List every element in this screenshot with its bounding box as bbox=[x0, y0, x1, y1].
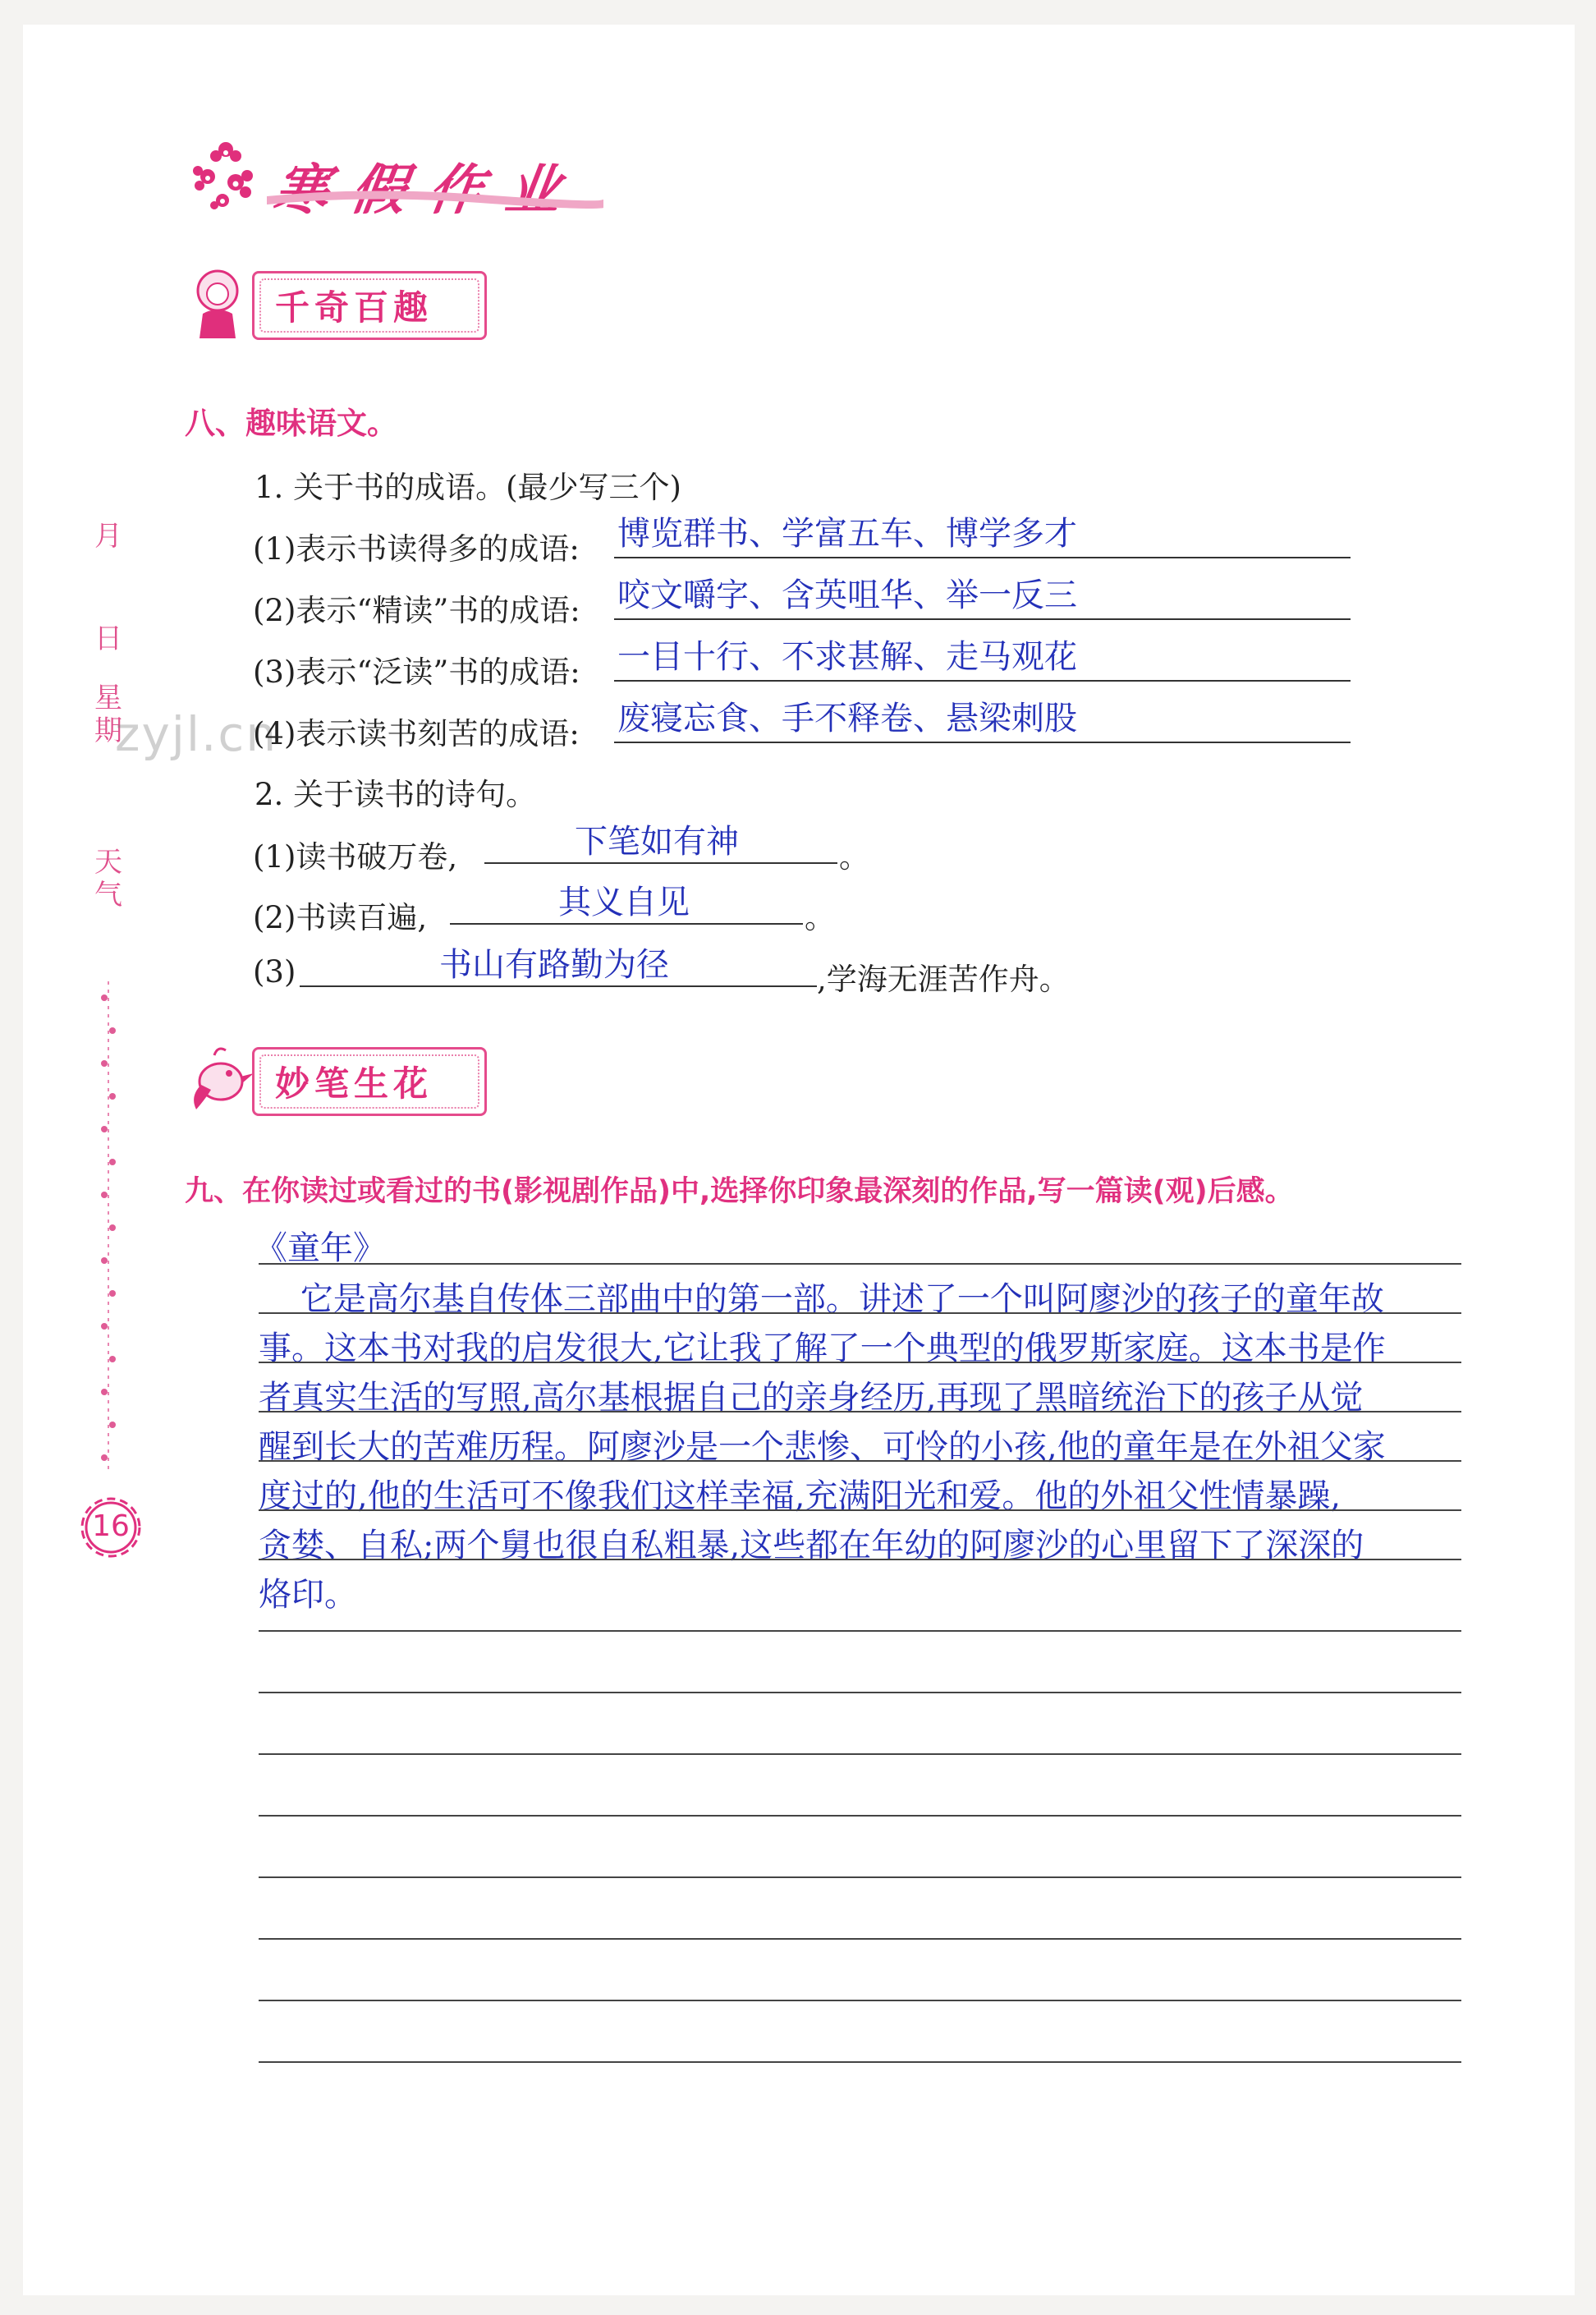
writing-line bbox=[259, 2061, 1461, 2063]
answer-underline bbox=[614, 680, 1351, 682]
essay-line: 度过的,他的生活可不像我们这样幸福,充满阳光和爱。他的外祖父性情暴躁, bbox=[259, 1477, 1341, 1515]
side-decorative-vine bbox=[100, 981, 117, 1474]
essay-title: 《童年》 bbox=[255, 1229, 386, 1267]
idiom-prompt: (1)表示书读得多的成语: bbox=[253, 531, 580, 567]
side-weather-label: 天气 bbox=[94, 846, 122, 912]
writing-line bbox=[259, 1460, 1461, 1462]
writing-line bbox=[259, 1362, 1461, 1363]
answer-underline bbox=[300, 985, 817, 987]
poem-answer: 下笔如有神 bbox=[575, 823, 739, 861]
title-swoosh bbox=[267, 189, 603, 212]
question-8-2-title: 2. 关于读书的诗句。 bbox=[255, 777, 537, 812]
answer-underline bbox=[484, 862, 837, 864]
idiom-prompt: (4)表示读书刻苦的成语: bbox=[253, 716, 580, 751]
idiom-prompt: (2)表示“精读”书的成语: bbox=[253, 593, 580, 628]
poem-suffix: ,学海无涯苦作舟。 bbox=[817, 962, 1070, 997]
page-title: 寒假作业 bbox=[269, 158, 588, 222]
bird-icon bbox=[185, 1039, 259, 1121]
poem-suffix: 。 bbox=[839, 839, 869, 875]
page-number-badge bbox=[78, 1495, 144, 1560]
writing-line bbox=[259, 1692, 1461, 1693]
poem-prefix: (3) bbox=[253, 954, 296, 990]
banner-title: 妙笔生花 bbox=[275, 1063, 433, 1104]
essay-line: 它是高尔基自传体三部曲中的第一部。讲述了一个叫阿廖沙的孩子的童年故 bbox=[259, 1280, 1384, 1318]
poem-prefix: (1)读书破万卷, bbox=[253, 839, 458, 875]
flower-icon bbox=[185, 131, 275, 214]
essay-line: 烙印。 bbox=[259, 1576, 357, 1614]
writing-line bbox=[259, 2000, 1461, 2001]
question-8-heading: 八、趣味语文。 bbox=[185, 406, 397, 441]
poem-prefix: (2)书读百遍, bbox=[253, 900, 428, 935]
poem-answer: 其义自见 bbox=[558, 884, 690, 921]
section-banner-miaobi bbox=[185, 1039, 513, 1121]
idiom-answer: 废寝忘食、手不释卷、悬梁刺股 bbox=[617, 700, 1077, 737]
workbook-page bbox=[23, 25, 1575, 2295]
section-banner-qianqi bbox=[185, 263, 513, 345]
answer-underline bbox=[614, 742, 1351, 743]
answer-underline bbox=[450, 923, 803, 925]
idiom-answer: 咬文嚼字、含英咀华、举一反三 bbox=[617, 576, 1077, 614]
essay-line: 贪婪、自私;两个舅也很自私粗暴,这些都在年幼的阿廖沙的心里留下了深深的 bbox=[259, 1527, 1364, 1564]
answer-underline bbox=[614, 557, 1351, 558]
essay-line: 者真实生活的写照,高尔基根据自己的亲身经历,再现了黑暗统治下的孩子从觉 bbox=[259, 1379, 1364, 1417]
page-header bbox=[185, 131, 612, 222]
banner-title: 千奇百趣 bbox=[275, 287, 433, 328]
idiom-prompt: (3)表示“泛读”书的成语: bbox=[253, 655, 580, 690]
writing-line bbox=[259, 1559, 1461, 1560]
idiom-answer: 博览群书、学富五车、博学多才 bbox=[617, 515, 1077, 553]
side-week-label: 星期 bbox=[94, 682, 122, 747]
side-day-label: 日 bbox=[94, 622, 122, 655]
writing-line bbox=[259, 1312, 1461, 1314]
writing-line bbox=[259, 1263, 1461, 1265]
girl-icon bbox=[185, 263, 250, 345]
page-number: 16 bbox=[92, 1509, 130, 1543]
writing-line bbox=[259, 1938, 1461, 1940]
writing-line bbox=[259, 1815, 1461, 1817]
writing-line bbox=[259, 1630, 1461, 1632]
essay-line: 醒到长大的苦难历程。阿廖沙是一个悲惨、可怜的小孩,他的童年是在外祖父家 bbox=[259, 1428, 1386, 1466]
watermark: zyjl.cn bbox=[115, 706, 278, 762]
writing-line bbox=[259, 1411, 1461, 1412]
idiom-answer: 一目十行、不求甚解、走马观花 bbox=[617, 638, 1077, 676]
poem-answer: 书山有路勤为径 bbox=[439, 946, 669, 984]
writing-line bbox=[259, 1753, 1461, 1755]
writing-line bbox=[259, 1876, 1461, 1878]
question-9-heading: 九、在你读过或看过的书(影视剧作品)中,选择你印象最深刻的作品,写一篇读(观)后感。 bbox=[185, 1175, 1294, 1208]
question-8-1-title: 1. 关于书的成语。(最少写三个) bbox=[255, 470, 681, 505]
essay-line: 事。这本书对我的启发很大,它让我了解了一个典型的俄罗斯家庭。这本书是作 bbox=[259, 1330, 1386, 1367]
side-month-label: 月 bbox=[94, 520, 122, 553]
answer-underline bbox=[614, 618, 1351, 620]
poem-suffix: 。 bbox=[805, 900, 835, 935]
writing-line bbox=[259, 1509, 1461, 1511]
